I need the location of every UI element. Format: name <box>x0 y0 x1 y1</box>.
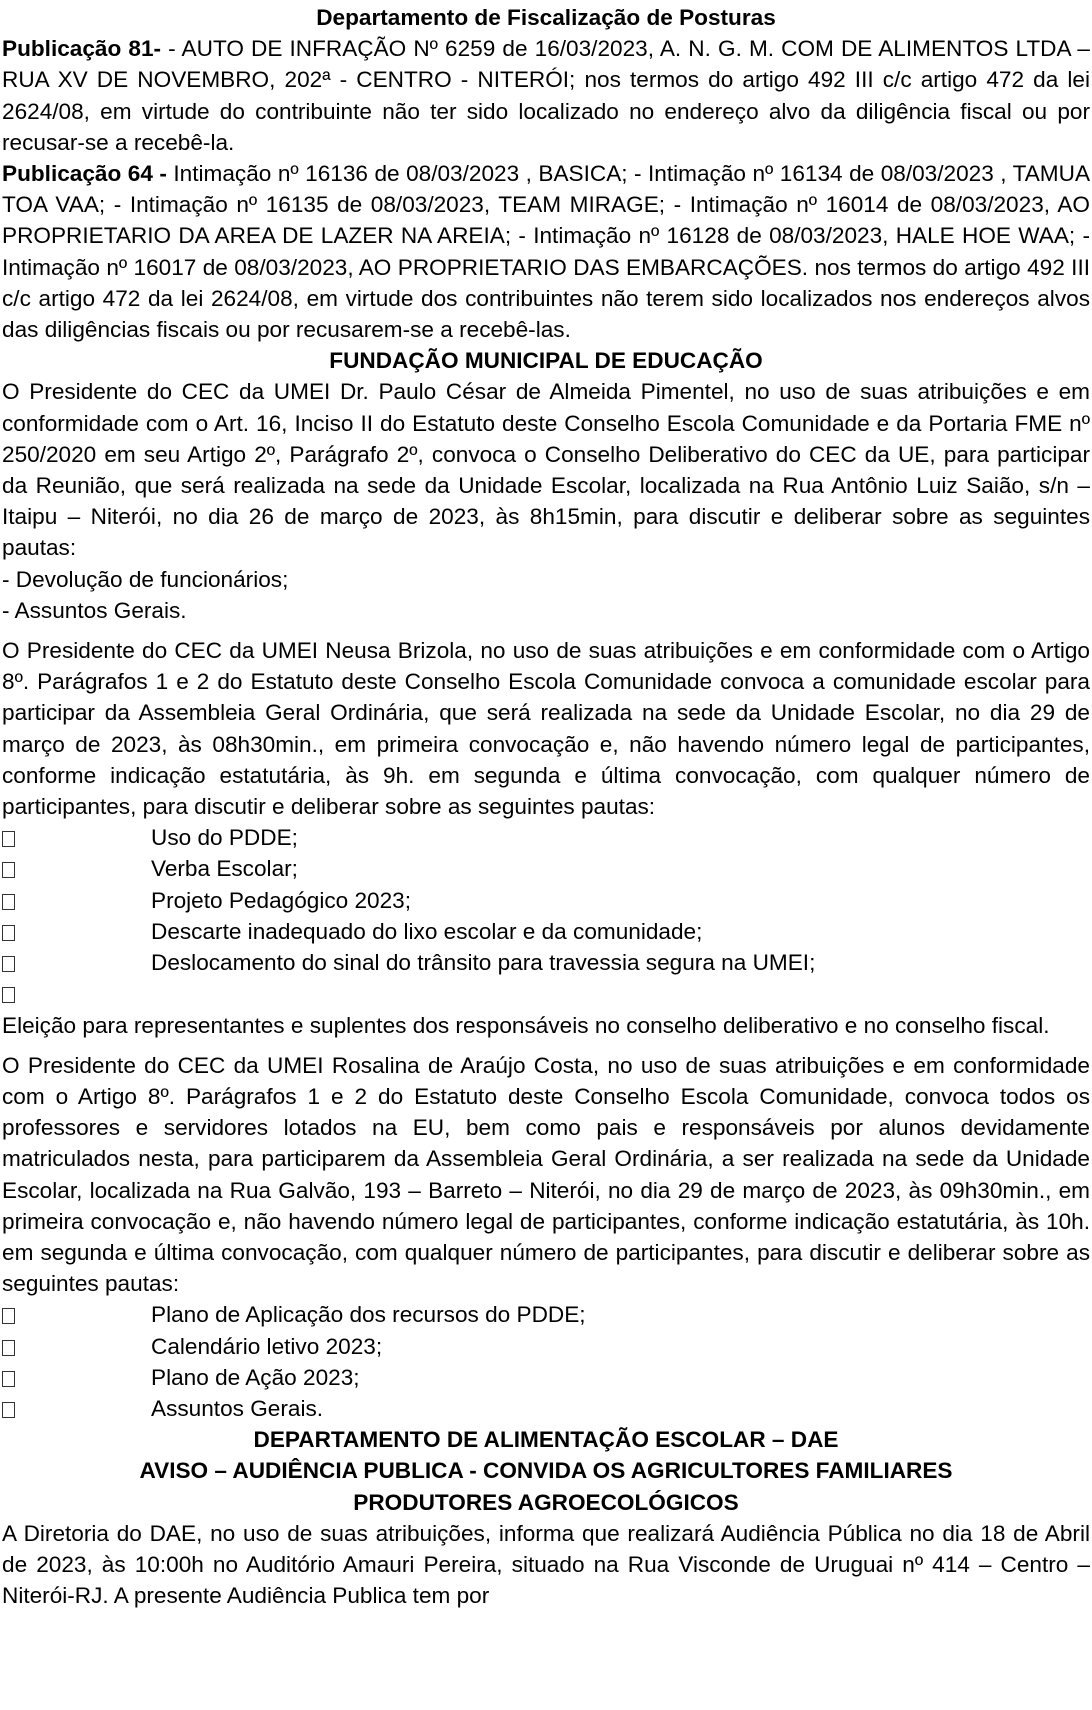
publication-81 <box>2 33 1090 158</box>
cec2-item <box>2 853 1090 884</box>
cec3-item <box>2 1331 1090 1362</box>
bullet-box-icon <box>2 894 15 910</box>
cec3-item <box>2 1299 1090 1330</box>
dept-heading: Departamento de Fiscalização de Posturas <box>316 5 776 30</box>
cec2-item <box>2 947 1090 978</box>
bullet-box-icon <box>2 925 15 941</box>
dae-paragraph: A Diretoria do DAE, no uso de suas atribuições, informa que realizará Audiência Pública no dia 18 de Abril de 2023, às 10:00h no Auditório Amauri Pereira, situado na Rua Visconde de Uruguai nº 414 – Centro – Niterói-RJ. A presente Audiência Publica tem por <box>2 1520 1090 1609</box>
cec2-paragraph: O Presidente do CEC da UMEI Neusa Brizola, no uso de suas atribuições e em conformidade com o Artigo 8º. Parágrafos 1 e 2 do Estatuto deste Conselho Escola Comunidade convoca a comunidade escolar para participar da Assembleia Geral Ordinária, que será realizada na sede da Unidade Escolar, no dia 29 de março de 2023, às 08h30min., em primeira convocação e, não havendo número legal de participantes, conforme indicação estatutária, às 9h. em segunda e última convocação, com qualquer número de participantes, para discutir e deliberar sobre as seguintes pautas: <box>2 638 1090 820</box>
cec1-item: - Assuntos Gerais. <box>2 597 187 623</box>
cec2-item-label: Projeto Pedagógico 2023; <box>151 887 412 913</box>
publication-64-text: Intimação nº 16136 de 08/03/2023 , BASICA; - Intimação nº 16134 de 08/03/2023 , TAMUA TOA VAA; - Intimação nº 16135 de 08/03/2023, TEAM MIRAGE; - Intimação nº 16014 de 08/03/2023, AO PROPRIETARIO DA AREA DE LAZER NA AREIA; - Intimação nº 16128 de 08/03/2023, HALE HOE WAA; - Intimação nº 16017 de 08/03/2023, AO PROPRIETARIO DAS EMBARCAÇÕES. nos termos do artigo 492 III c/c artigo 472 da lei 2624/08, em virtude dos contribuintes não terem sido localizados nos endereços alvos das diligências fiscais ou por recusarem-se a recebê-las. <box>2 161 1091 343</box>
cec3-item-label: Plano de Aplicação dos recursos do PDDE; <box>151 1302 586 1328</box>
aviso-heading-line1: AVISO – AUDIÊNCIA PUBLICA - CONVIDA OS AGRICULTORES FAMILIARES <box>139 1458 953 1484</box>
cec2-item-label: Eleição para representantes e suplentes dos responsáveis no conselho deliberativo e no conselho fiscal. <box>2 1012 1050 1038</box>
bullet-box-icon <box>2 1402 15 1418</box>
cec2-item <box>2 885 1090 916</box>
cec1-item: - Devolução de funcionários; <box>2 566 289 592</box>
fme-heading: FUNDAÇÃO MUNICIPAL DE EDUCAÇÃO <box>329 348 763 374</box>
cec2-item <box>2 822 1090 853</box>
cec2-item-label: Verba Escolar; <box>151 856 298 882</box>
cec2-item-label: Deslocamento do sinal do trânsito para travessia segura na UMEI; <box>151 950 816 976</box>
publication-81-text: - AUTO DE INFRAÇÃO Nº 6259 de 16/03/2023, A. N. G. M. COM DE ALIMENTOS LTDA – RUA XV DE NOVEMBRO, 202ª - CENTRO - NITERÓI; nos termos do artigo 492 III c/c artigo 472 da lei 2624/08, em virtude do contribuinte não ter sido localizado no endereço alvo da diligência fiscal ou por recusar-se a recebê-la. <box>2 36 1090 155</box>
publication-64-label: Publicação 64 - <box>2 161 167 187</box>
publication-64 <box>2 158 1090 345</box>
cec3-item-label: Calendário letivo 2023; <box>151 1333 383 1359</box>
bullet-box-icon <box>2 862 15 878</box>
cec3-paragraph: O Presidente do CEC da UMEI Rosalina de Araújo Costa, no uso de suas atribuições e em conformidade com o Artigo 8º. Parágrafos 1 e 2 do Estatuto deste Conselho Escola Comunidade, convoca todos os professores e servidores lotados na EU, bem como pais e responsáveis por alunos devidamente matriculados nesta, para participarem da Assembleia Geral Ordinária, a ser realizada na sede da Unidade Escolar, localizada na Rua Galvão, 193 – Barreto – Niterói, no dia 29 de março de 2023, às 09h30min., em primeira convocação e, não havendo número legal de participantes, conforme indicação estatutária, às 10h. em segunda e última convocação, com qualquer número de participantes, para discutir e deliberar sobre as seguintes pautas: <box>2 1052 1090 1297</box>
bullet-box-icon <box>2 956 15 972</box>
publication-81-label: Publicação 81- <box>2 36 162 62</box>
bullet-box-icon <box>2 1308 15 1324</box>
cec3-item-label: Assuntos Gerais. <box>151 1395 324 1421</box>
bullet-box-icon <box>2 987 15 1003</box>
cec3-item <box>2 1362 1090 1393</box>
cec3-item-label: Plano de Ação 2023; <box>151 1364 360 1390</box>
cec2-item-label: Uso do PDDE; <box>151 825 298 851</box>
dae-heading: DEPARTAMENTO DE ALIMENTAÇÃO ESCOLAR – DAE <box>253 1427 839 1453</box>
bullet-box-icon <box>2 831 15 847</box>
cec2-item-label: Descarte inadequado do lixo escolar e da comunidade; <box>151 918 703 944</box>
bullet-box-icon <box>2 1371 15 1387</box>
cec2-item <box>2 916 1090 947</box>
aviso-heading-line2: PRODUTORES AGROECOLÓGICOS <box>353 1489 739 1515</box>
cec1-paragraph: O Presidente do CEC da UMEI Dr. Paulo César de Almeida Pimentel, no uso de suas atribuições e em conformidade com o Art. 16, Inciso II do Estatuto deste Conselho Escola Comunidade e da Portaria FME nº 250/2020 em seu Artigo 2º, Parágrafo 2º, convoca o Conselho Deliberativo do CEC da UE, para participar da Reunião, que será realizada na sede da Unidade Escolar, localizada na Rua Antônio Luiz Saião, s/n – Itaipu – Niterói, no dia 26 de março de 2023, às 8h15min, para discutir e deliberar sobre as seguintes pautas: <box>2 379 1090 561</box>
cec3-item <box>2 1393 1090 1424</box>
bullet-box-icon <box>2 1340 15 1356</box>
cec2-item-last <box>2 978 1090 1040</box>
